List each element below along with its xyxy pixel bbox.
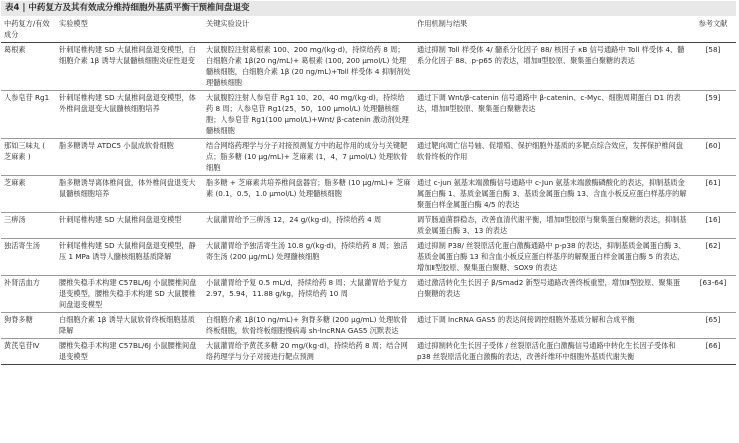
- table-row: [1, 339, 736, 365]
- header-mechanism: 作用机制与结果: [417, 19, 468, 28]
- table-row: [1, 276, 736, 313]
- cell-ref: [61]: [690, 176, 736, 213]
- cell-name: 补肾活血方: [1, 276, 56, 313]
- table-row: [1, 139, 736, 176]
- cell-mechanism: 通过抑制 Toll 样受体 4/ 髓系分化因子 88/ 核因子 κB 信号通路中 Toll 样受体 4、髓系分化因子 88、p-p65 的表达，增加Ⅱ型胶原、聚集蛋白聚糖的表达: [414, 43, 690, 91]
- table-row: [1, 176, 736, 213]
- table-row: [1, 239, 736, 276]
- cell-model: 腰椎失稳手术构建 C57BL/6J 小鼠腰椎间盘退变模型: [56, 339, 203, 365]
- cell-design: 小鼠灌胃给予复 0.5 mL/d，持续给药 8 周；大鼠灌胃给予复方 2.97，5.94，11.88 g/kg，持续给药 10 周: [203, 276, 414, 313]
- header-name: 中药复方/有效成分: [4, 19, 50, 39]
- table-row: [1, 213, 736, 239]
- cell-ref: [59]: [690, 91, 736, 139]
- cell-model: 脂多糖诱导 ATDC5 小鼠成软骨细胞: [56, 139, 203, 176]
- cell-ref: [16]: [690, 213, 736, 239]
- cell-mechanism: 通过抑制 P38/ 丝裂原活化蛋白激酶通路中 p-p38 的表达，抑制基质金属蛋白酶 3、基质金属蛋白酶 13 和含血小板反应蛋白样基序的解聚蛋白样金属蛋白酶 5 的表达，增加Ⅱ型胶原、聚集蛋白聚糖、SOX9 的表达: [414, 239, 690, 276]
- cell-design: 白细胞介素 1β(10 ng/mL)+ 狗脊多糖 (200 μg/mL) 处理软骨终板细胞，软骨终板细胞慢病毒 sh-lncRNA GAS5 沉默表达: [203, 313, 414, 339]
- cell-design: 大鼠腹腔注射人参皂苷 Rg1 10、20、40 mg/(kg·d)，持续给药 8 周；人参皂苷 Rg1(25，50，100 μmol/L) 处理髓核细胞；人参皂苷 Rg1(100 μmol/L)+Wnt/ β-catenin 激动剂处理髓核细胞: [203, 91, 414, 139]
- cell-mechanism: 通过下调 lncRNA GAS5 的表达间接调控细胞外基质分解和合成平衡: [414, 313, 690, 339]
- cell-design: 脂多糖 + 芝麻素共培养椎间盘器官；脂多糖 (10 μg/mL)+ 芝麻素 (0.1，0.5，1.0 μmol/L) 处理髓核细胞: [203, 176, 414, 213]
- table-row: [1, 313, 736, 339]
- cell-design: 大鼠腹腔注射葛根素 100、200 mg/(kg·d)，持续给药 8 周；白细胞介素 1β(20 ng/mL)+ 葛根素 (100, 200 μmol/L) 处理髓核细胞，白细胞介素 1β (20 ng/mL)+Toll 样受体 4 抑制剂处理髓核细胞: [203, 43, 414, 91]
- cell-name: 芝麻素: [1, 176, 56, 213]
- cell-ref: [58]: [690, 43, 736, 91]
- cell-model: 针刺尾椎构建 SD 大鼠椎间盘退变模型: [56, 213, 203, 239]
- cell-model: 脂多糖诱导离体椎间盘，体外椎间盘退变大鼠髓核细胞培养: [56, 176, 203, 213]
- cell-name: 葛根素: [1, 43, 56, 91]
- data-table: [1, 17, 736, 365]
- cell-ref: [65]: [690, 313, 736, 339]
- table-row: [1, 43, 736, 91]
- cell-model: 腰椎失稳手术构建 C57BL/6J 小鼠腰椎间盘退变模型，腰椎失稳手术构建 SD 大鼠腰椎间盘退变模型: [56, 276, 203, 313]
- cell-name: 那如三味丸 ( 芝麻素 ): [1, 139, 56, 176]
- cell-mechanism: 调节肠道菌群稳态，改善血清代谢平衡，增加Ⅱ型胶原与聚集蛋白聚糖的表达，抑制基质金属蛋白酶 3、13 的表达: [414, 213, 690, 239]
- header-model: 实验模型: [59, 19, 88, 28]
- cell-ref: [63-64]: [690, 276, 736, 313]
- cell-design: 结合网络药理学与分子对接预测复方中的起作用的成分与关键靶点；脂多糖 (10 μg/mL)+ 芝麻素 (1，4，7 μmol/L) 处理软骨细胞: [203, 139, 414, 176]
- cell-ref: [60]: [690, 139, 736, 176]
- cell-name: 狗脊多糖: [1, 313, 56, 339]
- cell-mechanism: 通过激活转化生长因子 β/Smad2 新型号通路改善终板重塑，增加Ⅱ型胶原、聚集蛋白聚糖的表达: [414, 276, 690, 313]
- header-design: 关键实验设计: [206, 19, 250, 28]
- cell-model: 针刺尾椎构建 SD 大鼠椎间盘退变模型，白细胞介素 1β 诱导大鼠髓核细胞炎症性退变: [56, 43, 203, 91]
- table-header-row: [1, 17, 736, 43]
- cell-model: 白细胞介素 1β 诱导大鼠软骨终板细胞基质降解: [56, 313, 203, 339]
- cell-ref: [66]: [690, 339, 736, 365]
- cell-mechanism: 通过靶向凋亡信号轴、促增殖、保护细胞外基质的多靶点综合效应，发挥保护椎间盘软骨终板的作用: [414, 139, 690, 176]
- table-row: [1, 91, 736, 139]
- table-title: 表4 | 中药复方及其有效成分维持细胞外基质平衡干预椎间盘退变: [1, 1, 736, 16]
- cell-name: 人参皂苷 Rg1: [1, 91, 56, 139]
- cell-name: 独活寄生汤: [1, 239, 56, 276]
- cell-ref: [62]: [690, 239, 736, 276]
- cell-model: 针刺尾椎构建 SD 大鼠椎间盘退变模型，体外椎间盘退变大鼠髓核细胞培养: [56, 91, 203, 139]
- cell-design: 大鼠灌胃给予三痹汤 12，24 g/(kg·d)，持续给药 4 周: [203, 213, 414, 239]
- cell-name: 三痹汤: [1, 213, 56, 239]
- cell-model: 针刺尾椎构建 SD 大鼠椎间盘退变模型，静压 1 MPa 诱导人髓核细胞基质降解: [56, 239, 203, 276]
- header-ref: 参考文献: [698, 19, 728, 28]
- cell-design: 大鼠灌胃给予黄芪多糖 20 mg/(kg·d)，持续给药 8 周；结合网络药理学与分子对接进行靶点预测: [203, 339, 414, 365]
- cell-name: 黄芪皂苷Ⅳ: [1, 339, 56, 365]
- cell-design: 大鼠灌胃给予独活寄生汤 10.8 g/(kg·d)，持续给药 8 周；独活寄生汤 (200 μg/mL) 处理髓核细胞: [203, 239, 414, 276]
- cell-mechanism: 通过抑制转化生长因子受体 / 丝裂原活化蛋白激酶信号通路中转化生长因子受体和 p38 丝裂原活化蛋白激酶的表达，改善纤维环中细胞外基质代谢失衡: [414, 339, 690, 365]
- cell-mechanism: 通过下调 Wnt/β-catenin 信号通路中 β-catenin、c-Myc、细胞周期蛋白 D1 的表达，增加Ⅱ型胶原、聚集蛋白聚糖表达: [414, 91, 690, 139]
- cell-mechanism: 通过 c-jun 氨基末端激酶信号通路中 c-Jun 氨基末端激酶磷酸化的表达，抑制基质金属蛋白酶 1、基质金属蛋白酶 3、基质金属蛋白酶 13、含血小板反应蛋白样基序的解聚蛋白样金属蛋白酶 4/5 的表达: [414, 176, 690, 213]
